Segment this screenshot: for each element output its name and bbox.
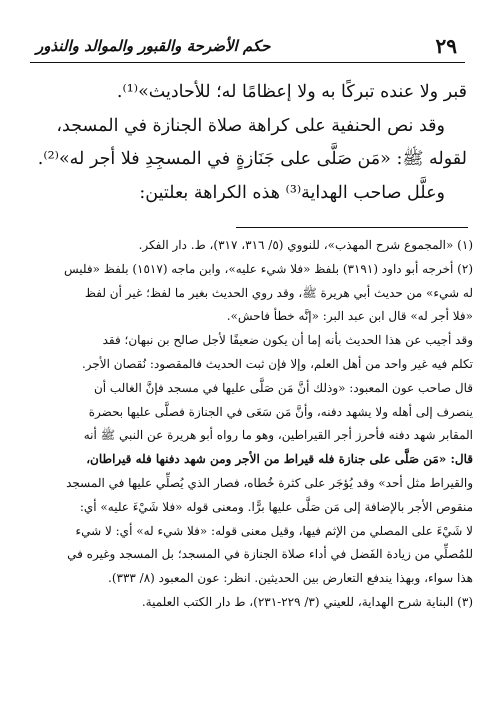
footnote-line: المقابر شهد دفنه فأحرز أجر القيراطين، وهو ما رواه أبو هريرة عن النبي ﷺ أنه	[83, 428, 473, 443]
footnote-line: (١) «المجموع شرح المهذب»، للنووي (٥/ ٣١٦، ٣١٧)، ط. دار الفكر.	[138, 238, 473, 252]
footnote-divider	[236, 227, 468, 228]
footnotes	[24, 234, 473, 615]
footnote-line: ينصرف إلى أهله ولا يشهد دفنه، وأنَّ مَن سَعَى في الجنازة فصلَّى عليها بحضرة	[88, 404, 473, 419]
main-text-line: وعلَّل صاحب الهداية⁽³⁾ هذه الكراهة بعلتين:	[139, 182, 445, 203]
header-rule	[30, 62, 465, 63]
footnote-line: «فلا أجر له» قال ابن عبد البر: «إنَّه خطأ فاحش».	[226, 309, 473, 324]
footnote-line: (٣) البناية شرح الهداية، للعيني (٣/ ٢٢٩-٢٣١)، ط دار الكتب العلمية.	[141, 594, 473, 609]
footnote-line: (٢) أخرجه أبو داود (٣١٩١) بلفظ «فلا شيء عليه»، وابن ماجه (١٥١٧) بلفظ «فليس	[63, 261, 473, 276]
main-text	[28, 76, 467, 210]
footnote-line: له شيء» من حديث أبي هريرة ﷺ، وقد روي الحديث بغير ما لفظ؛ غير أن لفظ	[84, 285, 473, 300]
footnote-line: قال صاحب عون المعبود: «وذلك أنَّ مَن صَلَّى عليها في مسجد فإنَّ الغالب أن	[93, 380, 473, 395]
main-text-line: وقد نص الحنفية على كراهة صلاة الجنازة في المسجد،	[56, 115, 445, 136]
main-text-line: لقوله ﷺ: «مَن صَلَّى على جَنَازةٍ في المسجِدِ فلا أجر له»⁽²⁾.	[37, 149, 467, 169]
footnote-line: قال: «مَن صَلَّى على جنازة فله قيراط من الأجر ومن شهد دفنها فله قيراطان،	[86, 452, 473, 467]
footnote-line: تكلم فيه غير واحد من أهل العلم، وإلا فإن ثبت الحديث فالمقصود: نُقصان الأجر.	[81, 356, 473, 371]
footnote-line: لا شَيْءَ على المصلي من الإثم فيها، وقيل معنى قوله: «فلا شيء له» أي: لا شيء	[75, 523, 473, 538]
footnote-line: منقوص الأجر بالإضافة إلى مَن صَلَّى عليها برًّا. ومعنى قوله «فلا شَيْءَ عليه» أي:	[79, 499, 473, 514]
running-header-title: حكم الأضرحة والقبور والموالد والنذور	[36, 37, 271, 55]
footnote-line: والقيراط مثل أحد» وقد يُؤجَر على كثرة خُطاه، فصار الذي يُصلِّي عليها في المسجد	[66, 475, 473, 490]
footnote-line: للمُصلِّي من زيادة الفَضل في أداء صلاة الجنازة في المسجد؛ بل المسجد وغيره في	[67, 547, 473, 562]
footnote-line: هذا سواء، وبهذا يندفع التعارض بين الحديثين. انظر: عون المعبود (٨/ ٣٣٣).	[108, 571, 473, 586]
footnote-line: وقد أجيب عن هذا الحديث بأنه إما أن يكون ضعيفًا لأجل صالح بن نبهان؛ فقد	[102, 333, 473, 348]
main-text-line: قبر ولا عنده تبركًا به ولا إعظامًا له؛ للأحاديث»⁽¹⁾.	[116, 82, 467, 102]
running-header	[36, 34, 457, 58]
page-number: ٢٩	[435, 34, 457, 58]
